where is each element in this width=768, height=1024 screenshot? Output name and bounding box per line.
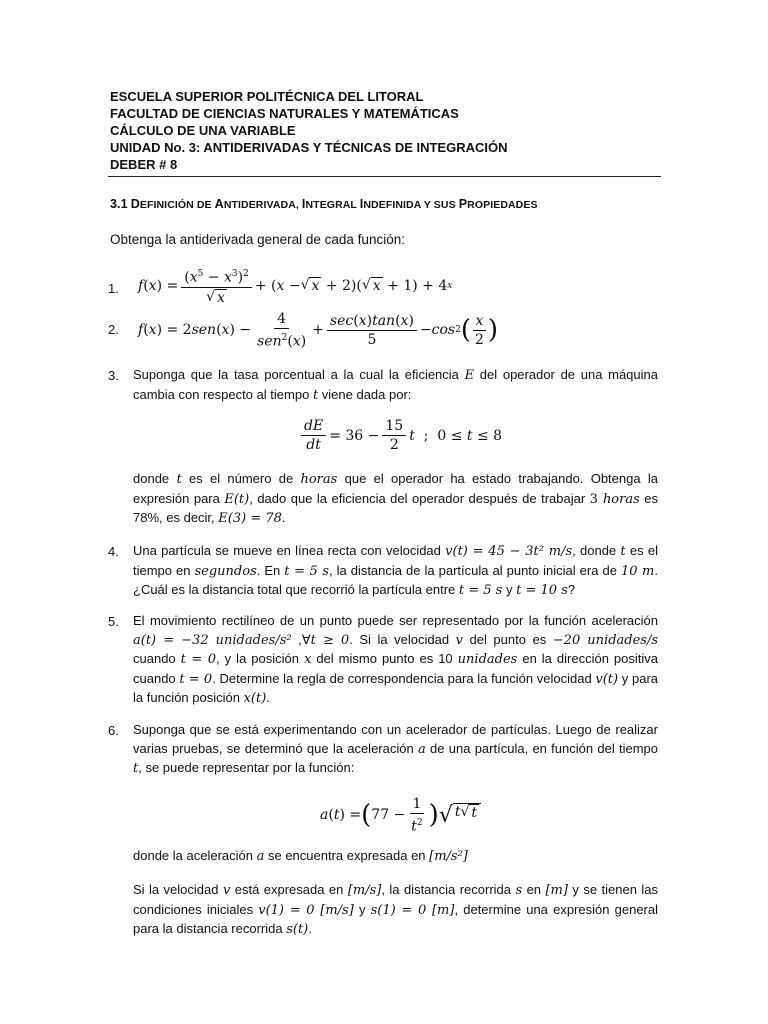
problem-6-statement <box>133 721 658 779</box>
problem-3-number: 3. <box>108 368 119 383</box>
header-faculty: FACULTAD DE CIENCIAS NATURALES Y MATEMÁTICAS <box>110 106 459 121</box>
header-divider <box>108 176 661 177</box>
problem-1-number: 1. <box>108 281 119 296</box>
var: a <box>417 741 426 757</box>
var: t <box>133 761 139 776</box>
header-unit: UNIDAD No. 3: ANTIDERIVADAS Y TÉCNICAS DE INTEGRACIÓN <box>110 140 508 155</box>
var: v <box>222 883 231 898</box>
section-title-part: NTEGRAL <box>305 199 360 211</box>
var: v(1) = 0 [m/s] <box>258 902 354 918</box>
var: x(t) <box>243 691 267 706</box>
problem-3-equation: $\frac{dE}{dt}$ = 36 − $\frac{15}{2}$ t ; 0 ≤ t ≤ 8 <box>298 418 502 453</box>
problem-4-number: 4. <box>108 544 119 559</box>
text: está expresada en <box>230 882 348 897</box>
section-title-part: A <box>214 197 224 211</box>
text: y para la función posición <box>133 670 659 705</box>
text: es el número de <box>181 471 301 486</box>
text: El movimiento rectilíneo de un punto puede ser representado por la función aceleración <box>133 613 658 628</box>
var: a <box>256 849 265 864</box>
problem-4-statement <box>133 542 658 601</box>
var: [m/s²] <box>429 849 468 864</box>
header-institution: ESCUELA SUPERIOR POLITÉCNICA DEL LITORAL <box>110 89 424 104</box>
var: E(t) <box>224 491 250 507</box>
var: E <box>464 368 475 383</box>
section-number: 3.1 <box>110 197 128 211</box>
section-title-part: D <box>130 197 140 211</box>
section-title-part: I <box>301 197 306 211</box>
text: , dado que la eficiencia del operador después de trabajar <box>249 490 590 506</box>
var: s(1) = 0 [m] <box>370 902 455 918</box>
text: Suponga que se está experimentando con un acelerador de partículas. Luego de realizar varias pruebas, se determinó que la aceleración <box>133 722 658 756</box>
problem-6-conditions <box>133 881 658 940</box>
var: t = 0 <box>180 652 217 667</box>
text: . <box>266 690 270 705</box>
section-title-part: NDEFINIDA Y SUS <box>363 199 459 211</box>
var: [m/s] <box>347 883 382 898</box>
text: , y la posición <box>216 651 304 666</box>
text: viene dada por: <box>318 386 412 402</box>
text: ,∀ <box>291 631 311 647</box>
text: . Determine la regla de correspondencia para la función velocidad <box>212 670 596 686</box>
text: ? <box>567 582 576 597</box>
text: se encuentra expresada en <box>264 848 430 863</box>
text: y <box>502 582 517 597</box>
problem-5-statement <box>133 612 658 709</box>
text: y se tienen las condiciones iniciales <box>133 882 658 917</box>
text: . <box>281 510 286 525</box>
var: −20 unidades/s <box>552 632 658 648</box>
text: , la distancia recorrida <box>381 882 516 897</box>
text: . <box>308 921 312 936</box>
var: t <box>176 472 182 487</box>
text: donde la aceleración <box>133 848 257 863</box>
text: . Si la velocidad <box>349 631 456 647</box>
var: v <box>455 632 463 648</box>
section-title-part: ROPIEDADES <box>467 199 538 211</box>
text: Si la velocidad <box>133 882 223 897</box>
section-title-part: P <box>458 197 468 211</box>
text: Suponga que la tasa porcentual a la cual la eficiencia <box>133 367 465 382</box>
var: s <box>515 883 523 898</box>
var: t = 0 <box>179 671 213 687</box>
text: donde <box>133 471 177 486</box>
problem-6-equation: a ( t ) = ( 77 − $\frac{1}{t^2}$ ) √ t √ t <box>320 796 481 835</box>
text: en la dirección positiva cuando <box>133 651 659 686</box>
var: segundos <box>194 563 257 579</box>
problem-6-number: 6. <box>108 723 119 738</box>
text: y <box>353 901 371 917</box>
text: del punto es <box>462 631 553 647</box>
text: cuando <box>133 651 181 666</box>
text: de una partícula, en función del tiempo <box>425 740 658 756</box>
var: unidades <box>457 652 518 667</box>
var: t <box>312 387 319 403</box>
header-course: CÁLCULO DE UNA VARIABLE <box>110 123 296 138</box>
var: E(3) = 78 <box>218 511 282 526</box>
var: a(t) = −32 unidades/s² <box>133 632 292 648</box>
var: [m] <box>545 883 568 898</box>
var: t = 5 s <box>458 583 503 598</box>
text: . En <box>256 562 285 578</box>
problem-6-units <box>133 847 658 867</box>
problem-3-statement <box>133 366 658 405</box>
var: t <box>620 544 626 559</box>
var: 3 <box>589 491 603 507</box>
var: 10 m <box>620 563 655 579</box>
instructions: Obtenga la antiderivada general de cada función: <box>110 232 405 247</box>
section-title-part: EFINICIÓN DE <box>139 199 215 211</box>
var: t ≥ 0 <box>310 632 350 648</box>
problem-2-equation: f ( x ) = 2 sen ( x ) − $\frac{4}{sen^2(x)}$ + $\frac{\sec(x)\tan(x)}{5}$ − cos 2 ( $\frac{x}{2}$ ) <box>138 311 499 350</box>
var: horas <box>602 491 640 507</box>
text: del mismo punto es 10 <box>311 651 458 666</box>
var: horas <box>300 472 338 487</box>
text: Una partícula se mueve en línea recta con velocidad <box>133 543 446 558</box>
text: es el tiempo en <box>133 543 658 578</box>
text: , determine una expresión general para la distancia recorrida <box>133 901 658 936</box>
text: . ¿Cuál es la distancia total que recorrió la partícula entre <box>133 562 658 597</box>
var: v(t) <box>595 671 619 687</box>
header-assignment: DEBER # 8 <box>110 157 178 172</box>
section-title-part: I <box>359 197 364 211</box>
text: , donde <box>572 543 621 558</box>
text: , se puede representar por la función: <box>138 760 355 775</box>
var: s(t) <box>286 922 309 937</box>
text: en <box>522 882 546 897</box>
problem-2-number: 2. <box>108 322 119 337</box>
text: , la distancia de la partícula al punto inicial era de <box>328 562 621 578</box>
var: t = 5 s <box>284 563 329 579</box>
var: x <box>304 652 312 667</box>
section-title <box>110 197 538 211</box>
problem-1-equation: f ( x ) = $(x^5 - x^3)^2$ √ x + ( x − √ x + 2)( √ x + 1) + 4 x <box>138 266 452 306</box>
text: es 78%, es decir, <box>133 490 658 525</box>
problem-3-context <box>133 470 658 529</box>
problem-5-number: 5. <box>108 614 119 629</box>
var: v(t) = 45 − 3t² m/s <box>445 544 573 559</box>
text: del operador de una máquina cambia con respecto al tiempo <box>133 367 658 402</box>
var: t = 10 s <box>516 583 568 598</box>
section-title-part: NTIDERIVADA, <box>223 199 302 211</box>
text: que el operador ha estado trabajando. Obtenga la expresión para <box>133 471 658 506</box>
